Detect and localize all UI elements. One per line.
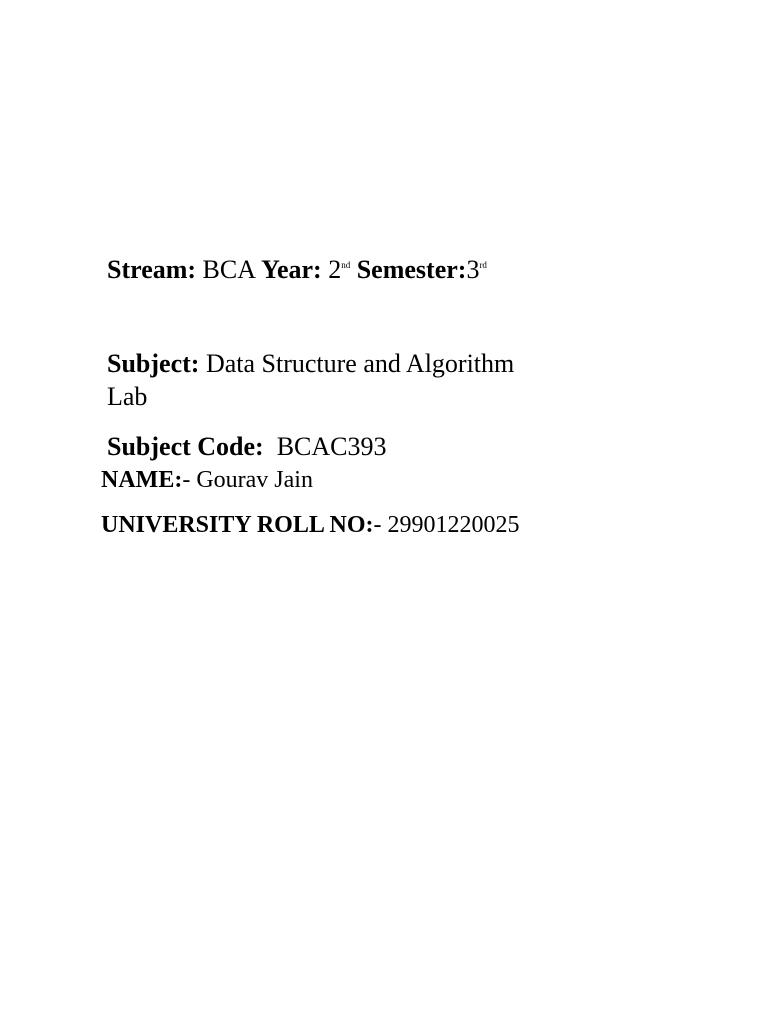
name-label: NAME: — [101, 467, 183, 493]
year-superscript: nd — [341, 260, 351, 270]
stream-label: Stream: — [107, 255, 197, 284]
semester-label: Semester: — [350, 255, 467, 284]
subject-line-continuation — [107, 381, 147, 413]
subject-line — [107, 348, 514, 380]
year-label: Year: — [261, 255, 322, 284]
stream-value: BCA — [196, 255, 262, 284]
stream-line — [107, 254, 487, 291]
name-line — [101, 464, 313, 496]
semester-superscript: rd — [479, 260, 487, 270]
semester-value: 3 — [466, 255, 480, 284]
roll-number-line — [101, 509, 520, 541]
name-value: - Gourav Jain — [182, 467, 313, 493]
subject-code-value: BCAC393 — [263, 432, 387, 461]
roll-number-value: - 29901220025 — [373, 512, 520, 538]
roll-number-label: UNIVERSITY ROLL NO: — [101, 512, 374, 538]
subject-label: Subject: — [107, 349, 200, 378]
subject-code-label: Subject Code: — [107, 432, 264, 461]
subject-value-continuation: Lab — [107, 382, 148, 411]
subject-value: Data Structure and Algorithm — [199, 349, 515, 378]
year-value: 2 — [321, 255, 342, 284]
subject-code-line — [107, 431, 387, 463]
